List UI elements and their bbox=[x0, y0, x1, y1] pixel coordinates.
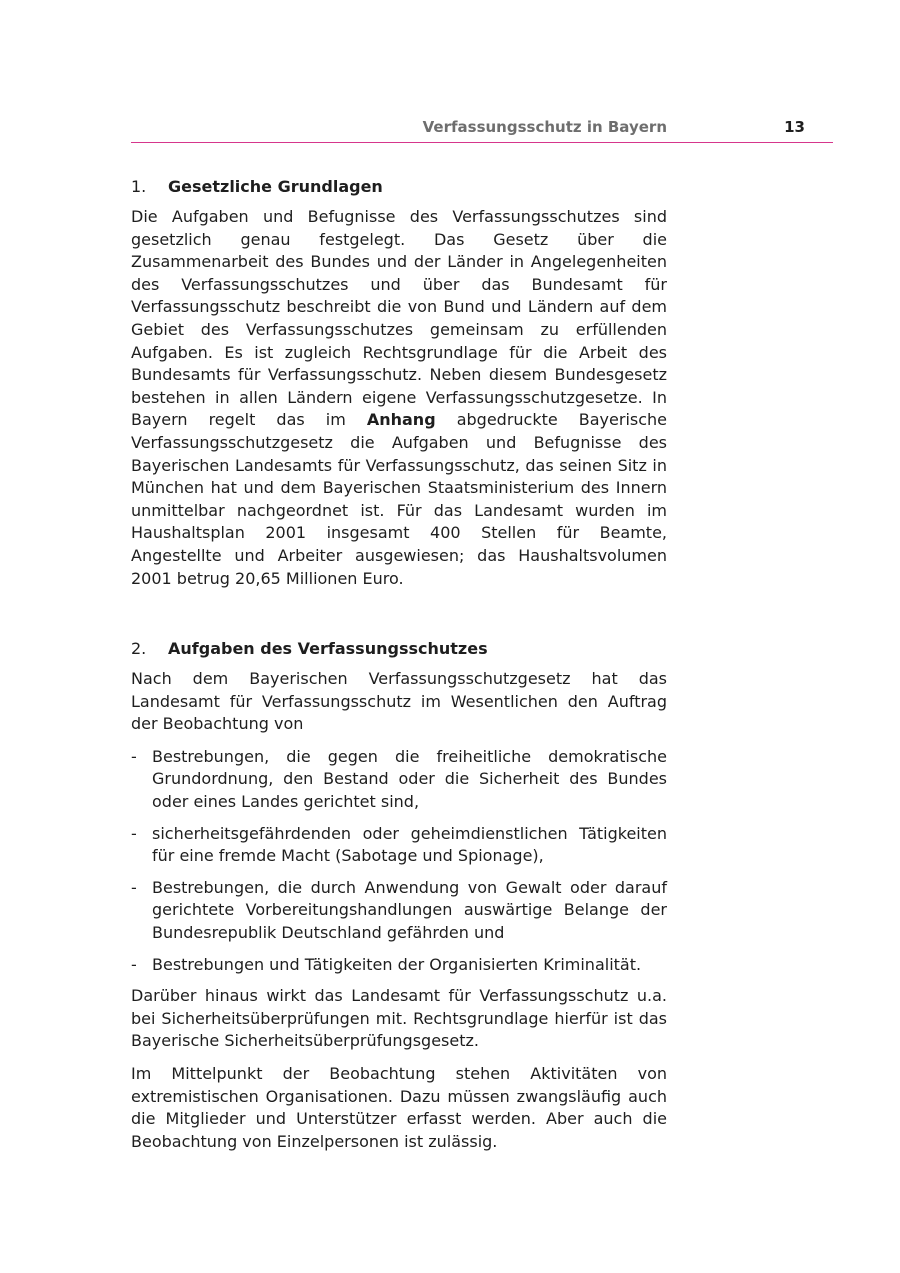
task-list bbox=[131, 746, 667, 976]
running-title: Verfassungsschutz in Bayern bbox=[422, 118, 667, 136]
paragraph-text: Die Aufgaben und Befugnisse des Verfassungsschutzes sind gesetzlich genau festgelegt. Das Gesetz über die Zusammenarbeit des Bundes und der Länder in Angelegenheiten des Verfassungsschutzes und über das Bundesamt für Verfassungsschutz beschreibt die von Bund und Ländern auf dem Gebiet des Verfassungsschutzes gemeinsam zu erfüllenden Aufgaben. Es ist zugleich Rechtsgrundlage für die Arbeit des Bundesamts für Verfassungsschutz. Neben diesem Bundesgesetz bestehen in allen Ländern eigene Verfassungsschutzgesetze. In Bayern regelt das im bbox=[131, 207, 667, 430]
list-item bbox=[131, 954, 667, 977]
page-number: 13 bbox=[784, 118, 805, 136]
list-item-text: Bestrebungen und Tätigkeiten der Organisierten Kriminalität. bbox=[152, 954, 642, 974]
dash-marker: - bbox=[131, 877, 137, 897]
dash-marker: - bbox=[131, 823, 137, 843]
body-paragraph bbox=[131, 206, 667, 590]
body-paragraph: Im Mittelpunkt der Beobachtung stehen Aktivitäten von extremistischen Organisationen. Dazu müssen zwangsläufig auch die Mitglieder und Unterstützer erfasst werden. Aber auch die Beobachtung von Einzelpersonen ist zulässig. bbox=[131, 1064, 667, 1151]
section-title: Gesetzliche Grundlagen bbox=[168, 177, 383, 196]
bold-reference-anhang: Anhang bbox=[366, 410, 436, 430]
body-paragraph: Darüber hinaus wirkt das Landesamt für Verfassungsschutz u.a. bei Sicherheitsüberprüfungen mit. Rechtsgrundlage hierfür ist das Bayerische Sicherheitsüberprüfungsgesetz. bbox=[131, 986, 667, 1051]
list-item-text: sicherheitsgefährdenden oder geheimdienstlichen Tätigkeiten für eine fremde Macht (Sabotage und Spionage), bbox=[152, 823, 667, 866]
dash-marker: - bbox=[131, 746, 137, 766]
list-item bbox=[131, 877, 667, 945]
section-heading bbox=[131, 638, 667, 660]
dash-marker: - bbox=[131, 954, 137, 974]
list-item-text: Bestrebungen, die gegen die freiheitliche demokratische Grundordnung, den Bestand oder die Sicherheit des Bundes oder eines Landes gerichtet sind, bbox=[152, 746, 667, 812]
section-spacer bbox=[131, 600, 667, 638]
list-item-text: Bestrebungen, die durch Anwendung von Gewalt oder darauf gerichtete Vorbereitungshandlungen auswärtige Belange der Bundesrepublik Deutschland gefährden und bbox=[152, 877, 667, 943]
list-item bbox=[131, 823, 667, 868]
list-item bbox=[131, 746, 667, 814]
running-header bbox=[131, 116, 833, 143]
section-gesetzliche-grundlagen bbox=[131, 176, 667, 590]
main-content bbox=[131, 176, 667, 1163]
section-title: Aufgaben des Verfassungsschutzes bbox=[168, 639, 488, 659]
section-number: 1. bbox=[131, 177, 147, 196]
section-aufgaben bbox=[131, 638, 667, 1153]
section-number: 2. bbox=[131, 639, 147, 659]
section-heading bbox=[131, 176, 667, 198]
paragraph-text: abgedruckte Bayerische Verfassungsschutzgesetz die Aufgaben und Befugnisse des Bayerischen Landesamts für Verfassungsschutz, das seinen Sitz in München hat und dem Bayerischen Staatsministerium des Innern unmittelbar nachgeordnet ist. Für das Landesamt wurden im Haushaltsplan 2001 insgesamt 400 Stellen für Beamte, Angestellte und Arbeiter ausgewiesen; das Haushaltsvolumen 2001 betrug 20,65 Millionen Euro. bbox=[131, 410, 667, 588]
intro-paragraph: Nach dem Bayerischen Verfassungsschutzgesetz hat das Landesamt für Verfassungsschutz im Wesentlichen den Auftrag der Beobachtung von bbox=[131, 669, 667, 734]
